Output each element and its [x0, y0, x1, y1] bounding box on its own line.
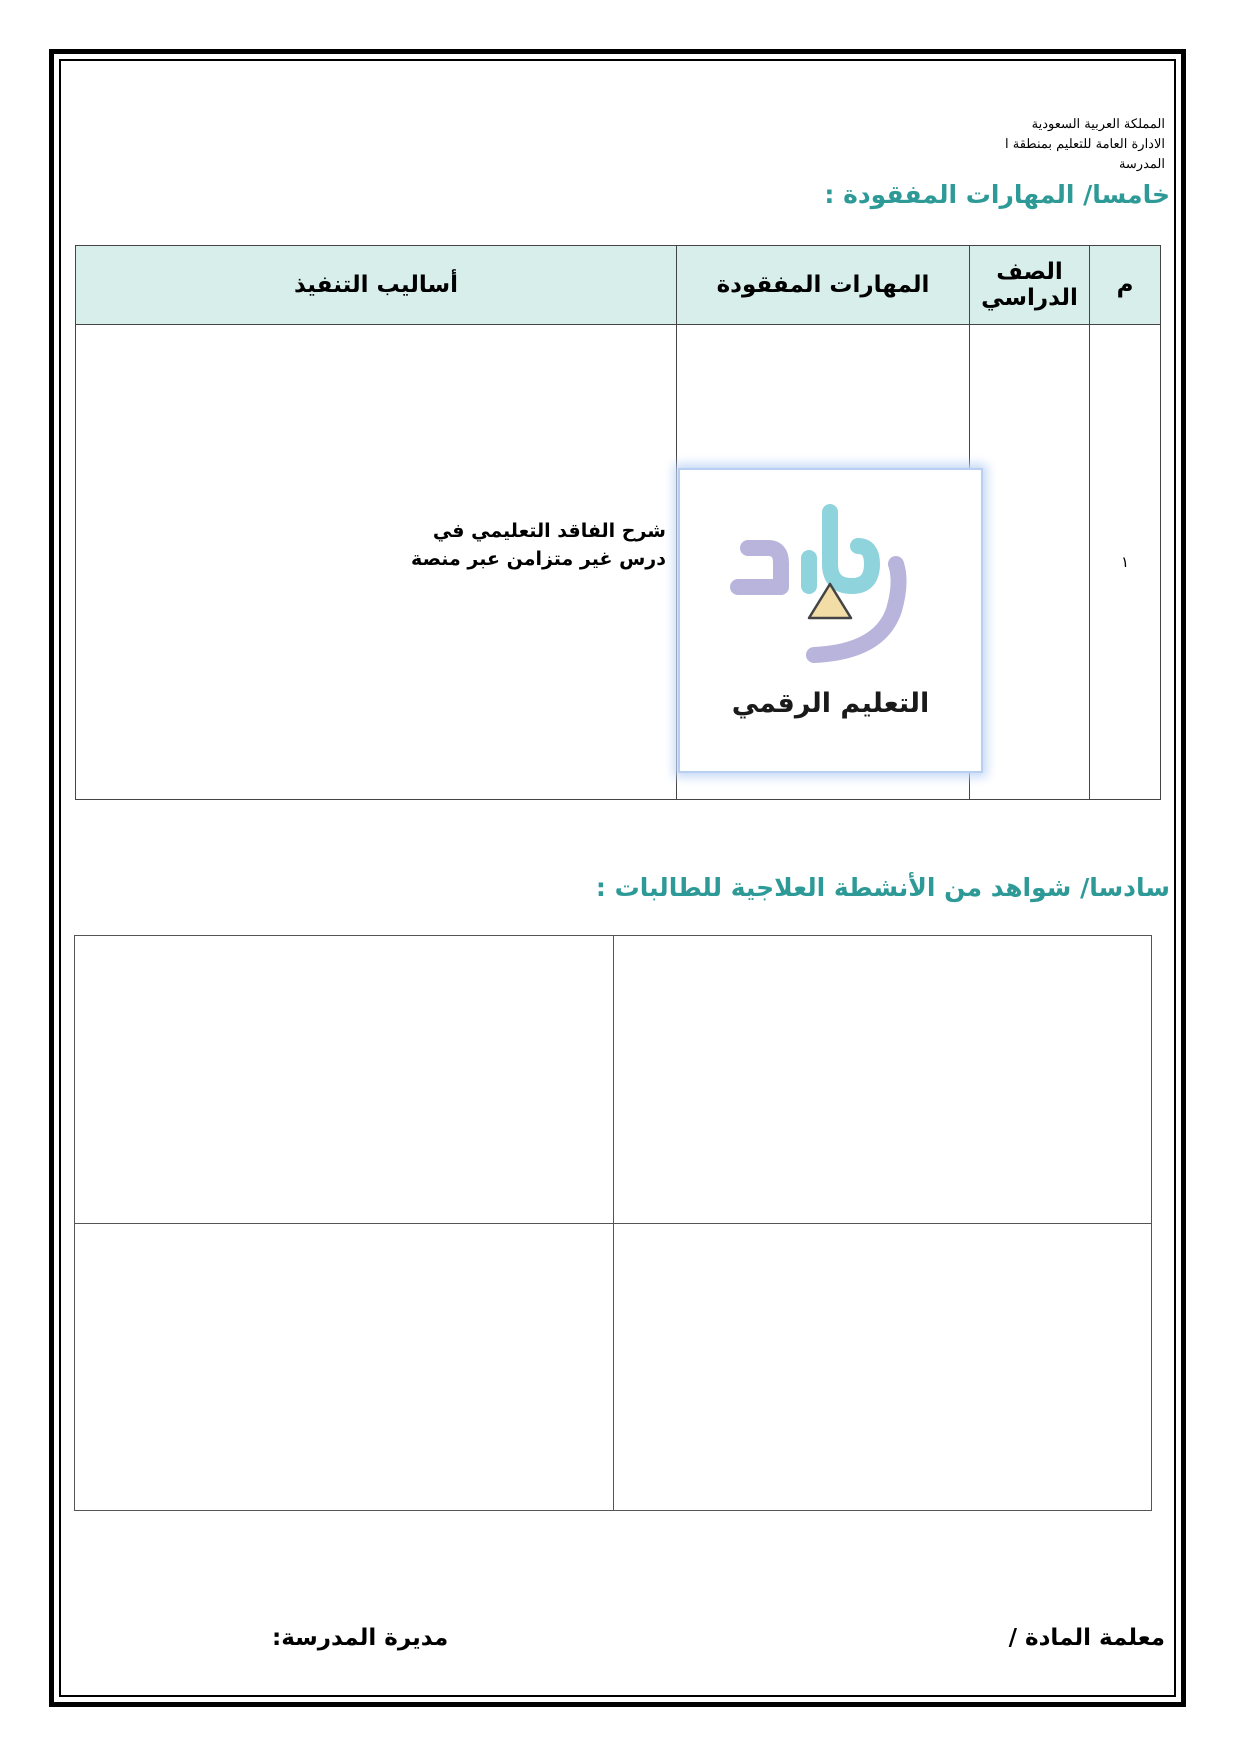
section-title-missing-skills: خامسا/ المهارات المفقودة : — [824, 180, 1170, 209]
logo-caption: التعليم الرقمي — [731, 688, 930, 719]
evidence-row — [75, 936, 1152, 1224]
letterhead-directorate: الادارة العامة للتعليم بمنطقة ا — [1005, 137, 1165, 152]
cell-number: ١ — [1090, 325, 1161, 800]
signature-principal: مديرة المدرسة: — [272, 1625, 449, 1651]
evidence-cell — [75, 936, 614, 1224]
header-methods: أساليب التنفيذ — [76, 246, 677, 325]
evidence-cell — [75, 1223, 614, 1511]
letterhead — [1005, 115, 1165, 175]
section-title-evidence: سادسا/ شواهد من الأنشطة العلاجية للطالبات : — [595, 873, 1170, 902]
header-grade: الصف الدراسي — [970, 246, 1090, 325]
cell-grade — [970, 325, 1090, 800]
header-missing-skills: المهارات المفقودة — [677, 246, 970, 325]
table-header-row — [76, 246, 1161, 325]
evidence-row — [75, 1223, 1152, 1511]
letterhead-school: المدرسة — [1118, 157, 1165, 172]
letterhead-country: المملكة العربية السعودية — [1031, 117, 1165, 132]
evidence-grid — [74, 935, 1152, 1511]
evidence-cell — [613, 1223, 1152, 1511]
rawad-logo — [678, 468, 983, 773]
methods-line-2: درس غير متزامن عبر منصة — [411, 548, 666, 570]
methods-line-1: شرح الفاقد التعليمي في — [432, 520, 666, 542]
methods-description — [370, 517, 666, 573]
header-number: م — [1090, 246, 1161, 325]
signature-teacher: معلمة المادة / — [1008, 1625, 1165, 1651]
rawad-wordmark-icon — [680, 470, 981, 690]
evidence-cell — [613, 936, 1152, 1224]
